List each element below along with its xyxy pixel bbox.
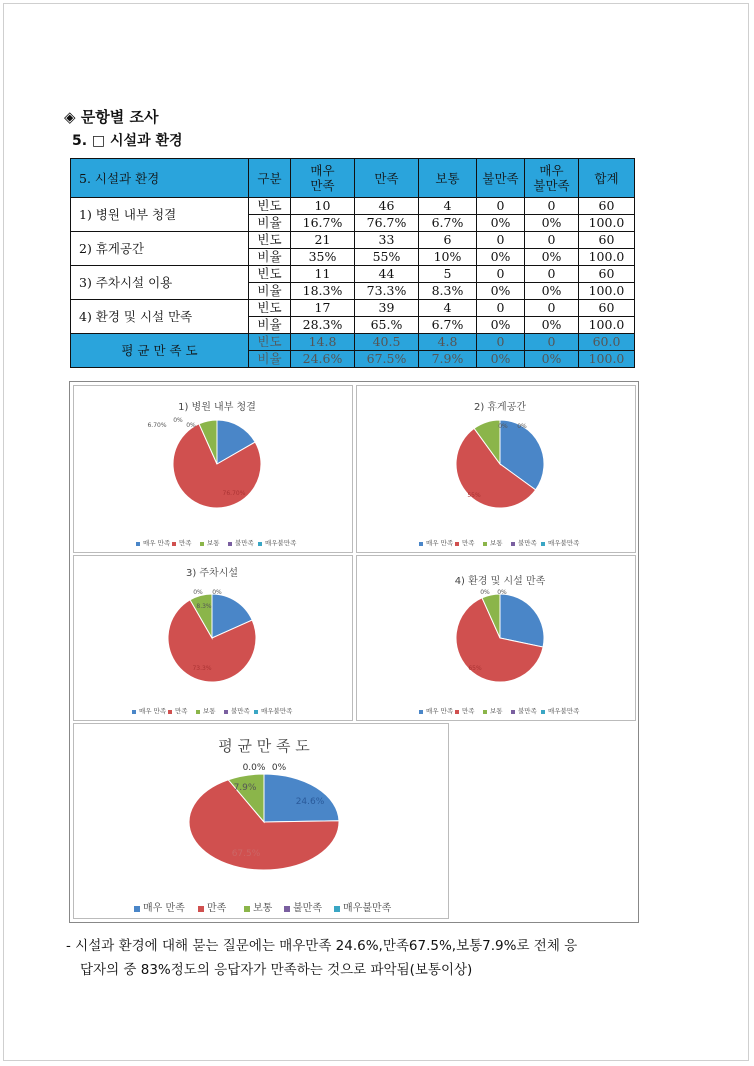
table-cell: 0 — [525, 266, 579, 283]
pie-panel-avg — [73, 723, 449, 919]
legend-swatch — [541, 710, 545, 714]
table-row — [71, 300, 635, 317]
table-cell: 11 — [291, 266, 355, 283]
table-cell: 100.0 — [579, 249, 635, 266]
pie-data-label: 0% — [193, 589, 203, 596]
legend-label: 불만족 — [235, 539, 254, 547]
legend-swatch — [483, 542, 487, 546]
table-cell: 0 — [477, 300, 525, 317]
legend-swatch — [258, 542, 262, 546]
legend-label: 매우불만족 — [265, 539, 297, 547]
table-cell: 10% — [419, 249, 477, 266]
table-cell: 빈도 — [249, 232, 291, 249]
table-cell: 0% — [525, 283, 579, 300]
table-cell: 0% — [477, 351, 525, 368]
table-cell: 0% — [525, 351, 579, 368]
table-row — [71, 232, 635, 249]
table-cell: 빈도 — [249, 300, 291, 317]
table-cell: 0 — [477, 266, 525, 283]
header-cell: 보통 — [419, 159, 477, 198]
table-row — [71, 334, 635, 351]
table-cell: 0 — [477, 334, 525, 351]
table-cell: 17 — [291, 300, 355, 317]
table-cell: 4.8 — [419, 334, 477, 351]
legend-swatch — [224, 710, 228, 714]
pie-data-label: 8.3% — [196, 603, 212, 610]
summary-text — [66, 934, 706, 982]
legend-swatch — [200, 542, 204, 546]
table-cell: 비율 — [249, 351, 291, 368]
legend-swatch — [419, 710, 423, 714]
table-cell: 10 — [291, 198, 355, 215]
table-cell: 0 — [477, 198, 525, 215]
table-cell: 빈도 — [249, 198, 291, 215]
header-cell: 5. 시설과 환경 — [71, 159, 249, 198]
legend-swatch — [541, 542, 545, 546]
pie-panel-2 — [356, 385, 636, 553]
legend-label: 매우불만족 — [343, 903, 392, 914]
table-cell: 40.5 — [355, 334, 419, 351]
legend-label: 만족 — [462, 707, 475, 715]
table-cell: 21 — [291, 232, 355, 249]
legend-label: 매우불만족 — [261, 707, 293, 715]
legend-label: 만족 — [179, 539, 192, 547]
table-cell: 0 — [525, 232, 579, 249]
legend-label: 보통 — [207, 539, 220, 547]
item-label: 평 균 만 족 도 — [71, 334, 249, 368]
pie-data-label: 0% — [271, 763, 287, 773]
pie-data-label: 0% — [480, 589, 490, 596]
pie-panel-4 — [356, 555, 636, 721]
legend-label: 불만족 — [518, 539, 537, 547]
summary-line-1: - 시설과 환경에 대해 묻는 질문에는 매우만족 24.6%,만족67.5%,보통7.9%로 전체 응 — [66, 938, 578, 954]
table-cell: 76.7% — [355, 215, 419, 232]
legend-swatch — [483, 710, 487, 714]
legend-swatch — [284, 906, 290, 912]
legend-label: 보통 — [490, 707, 503, 715]
header-cell: 구분 — [249, 159, 291, 198]
legend-swatch — [334, 906, 340, 912]
table-cell: 비율 — [249, 249, 291, 266]
legend-swatch — [136, 542, 140, 546]
table-cell: 7.9% — [419, 351, 477, 368]
header-cell: 만족 — [355, 159, 419, 198]
table-row — [71, 198, 635, 215]
header-cell: 불만족 — [477, 159, 525, 198]
legend-swatch — [455, 710, 459, 714]
table-cell: 60 — [579, 232, 635, 249]
table-cell: 73.3% — [355, 283, 419, 300]
legend-swatch — [244, 906, 250, 912]
legend-swatch — [228, 542, 232, 546]
table-cell: 6.7% — [419, 215, 477, 232]
legend-swatch — [511, 710, 515, 714]
table-cell: 28.3% — [291, 317, 355, 334]
table-cell: 60 — [579, 266, 635, 283]
pie-data-label: 0% — [497, 589, 507, 596]
table-cell: 0% — [477, 215, 525, 232]
table-cell: 0 — [525, 300, 579, 317]
summary-line-2: 답자의 중 83%정도의 응답자가 만족하는 것으로 파악됨(보통이상) — [80, 962, 473, 978]
legend-label: 매우 만족 — [426, 539, 454, 547]
table-cell: 33 — [355, 232, 419, 249]
table-cell: 67.5% — [355, 351, 419, 368]
table-cell: 6.7% — [419, 317, 477, 334]
table-cell: 8.3% — [419, 283, 477, 300]
legend-label: 보통 — [490, 539, 503, 547]
legend-swatch — [198, 906, 204, 912]
item-label: 3) 주차시설 이용 — [71, 266, 249, 300]
pie-data-label: 55% — [467, 492, 481, 499]
table-cell: 4 — [419, 300, 477, 317]
charts-area — [69, 381, 639, 923]
legend-label: 불만족 — [518, 707, 537, 715]
legend-swatch — [254, 710, 258, 714]
table-cell: 60 — [579, 198, 635, 215]
table-header-row — [71, 159, 635, 198]
legend-swatch — [196, 710, 200, 714]
table-cell: 4 — [419, 198, 477, 215]
pie-data-label: 7.9% — [233, 783, 257, 793]
table-cell: 0% — [477, 283, 525, 300]
legend-swatch — [168, 710, 172, 714]
legend-label: 불만족 — [231, 707, 250, 715]
pie-data-label: 73.3% — [192, 665, 212, 672]
table-cell: 14.8 — [291, 334, 355, 351]
table-cell: 비율 — [249, 283, 291, 300]
header-cell: 합계 — [579, 159, 635, 198]
table-cell: 0% — [525, 215, 579, 232]
legend-label: 보통 — [253, 903, 273, 914]
legend-label: 매우 만족 — [143, 903, 185, 914]
header-cell: 매우 불만족 — [525, 159, 579, 198]
pie-data-label: 0% — [173, 417, 183, 424]
legend-swatch — [455, 542, 459, 546]
legend-swatch — [134, 906, 140, 912]
table-cell: 빈도 — [249, 334, 291, 351]
table-cell: 100.0 — [579, 351, 635, 368]
legend-label: 매우불만족 — [548, 707, 580, 715]
table-cell: 0 — [477, 232, 525, 249]
pie-data-label: 0% — [517, 423, 527, 430]
legend-label: 매우 만족 — [426, 707, 454, 715]
table-cell: 0 — [525, 334, 579, 351]
pie-data-label: 67.5% — [231, 849, 261, 859]
pie-data-label: 6.70% — [147, 422, 167, 429]
table-cell: 5 — [419, 266, 477, 283]
pie-data-label: 0% — [212, 589, 222, 596]
item-label: 2) 휴게공간 — [71, 232, 249, 266]
item-label: 4) 환경 및 시설 만족 — [71, 300, 249, 334]
table-row — [71, 266, 635, 283]
pie-data-label: 65% — [468, 665, 482, 672]
legend-swatch — [511, 542, 515, 546]
pie-panel-3 — [73, 555, 353, 721]
table-cell: 24.6% — [291, 351, 355, 368]
legend-label: 보통 — [203, 707, 216, 715]
pie-panel-1 — [73, 385, 353, 553]
item-label: 1) 병원 내부 청결 — [71, 198, 249, 232]
pie-title: 1) 병원 내부 청결 — [178, 402, 256, 413]
pie-title: 3) 주차시설 — [185, 568, 239, 579]
table-cell: 0% — [477, 317, 525, 334]
legend-label: 만족 — [462, 539, 475, 547]
legend-label: 불만족 — [293, 903, 322, 914]
table-cell: 55% — [355, 249, 419, 266]
table-cell: 100.0 — [579, 283, 635, 300]
header-cell: 매우 만족 — [291, 159, 355, 198]
legend-swatch — [172, 542, 176, 546]
legend-swatch — [132, 710, 136, 714]
table-cell: 18.3% — [291, 283, 355, 300]
table-cell: 비율 — [249, 215, 291, 232]
table-cell: 6 — [419, 232, 477, 249]
pie-title: 4) 환경 및 시설 만족 — [454, 576, 546, 587]
legend-label: 매우불만족 — [548, 539, 580, 547]
table-cell: 0% — [525, 317, 579, 334]
table-cell: 0% — [525, 249, 579, 266]
table-cell: 35% — [291, 249, 355, 266]
table-cell: 65.% — [355, 317, 419, 334]
table-cell: 60.0 — [579, 334, 635, 351]
pie-data-label: 0% — [186, 422, 196, 429]
pie-title: 평 균 만 족 도 — [218, 737, 310, 755]
pie-data-label: 76.70% — [222, 490, 246, 497]
table-cell: 44 — [355, 266, 419, 283]
pie-data-label: 0.0% — [242, 763, 266, 773]
pie-data-label: 24.6% — [295, 797, 325, 807]
table-cell: 46 — [355, 198, 419, 215]
legend-label: 매우 만족 — [139, 707, 167, 715]
facility-stats-table — [70, 158, 635, 368]
table-cell: 100.0 — [579, 317, 635, 334]
legend-label: 만족 — [207, 903, 227, 914]
legend-label: 만족 — [175, 707, 188, 715]
pie-data-label: 0% — [498, 423, 508, 430]
table-cell: 빈도 — [249, 266, 291, 283]
pie-title: 2) 휴게공간 — [473, 402, 527, 413]
table-cell: 0 — [525, 198, 579, 215]
table-cell: 60 — [579, 300, 635, 317]
legend-swatch — [419, 542, 423, 546]
table-cell: 0% — [477, 249, 525, 266]
table-cell: 100.0 — [579, 215, 635, 232]
section-heading: ◈ 문항별 조사 — [64, 108, 159, 126]
table-cell: 39 — [355, 300, 419, 317]
table-cell: 16.7% — [291, 215, 355, 232]
subsection-heading: 5. □ 시설과 환경 — [72, 133, 183, 149]
table-cell: 비율 — [249, 317, 291, 334]
legend-label: 매우 만족 — [143, 539, 171, 547]
